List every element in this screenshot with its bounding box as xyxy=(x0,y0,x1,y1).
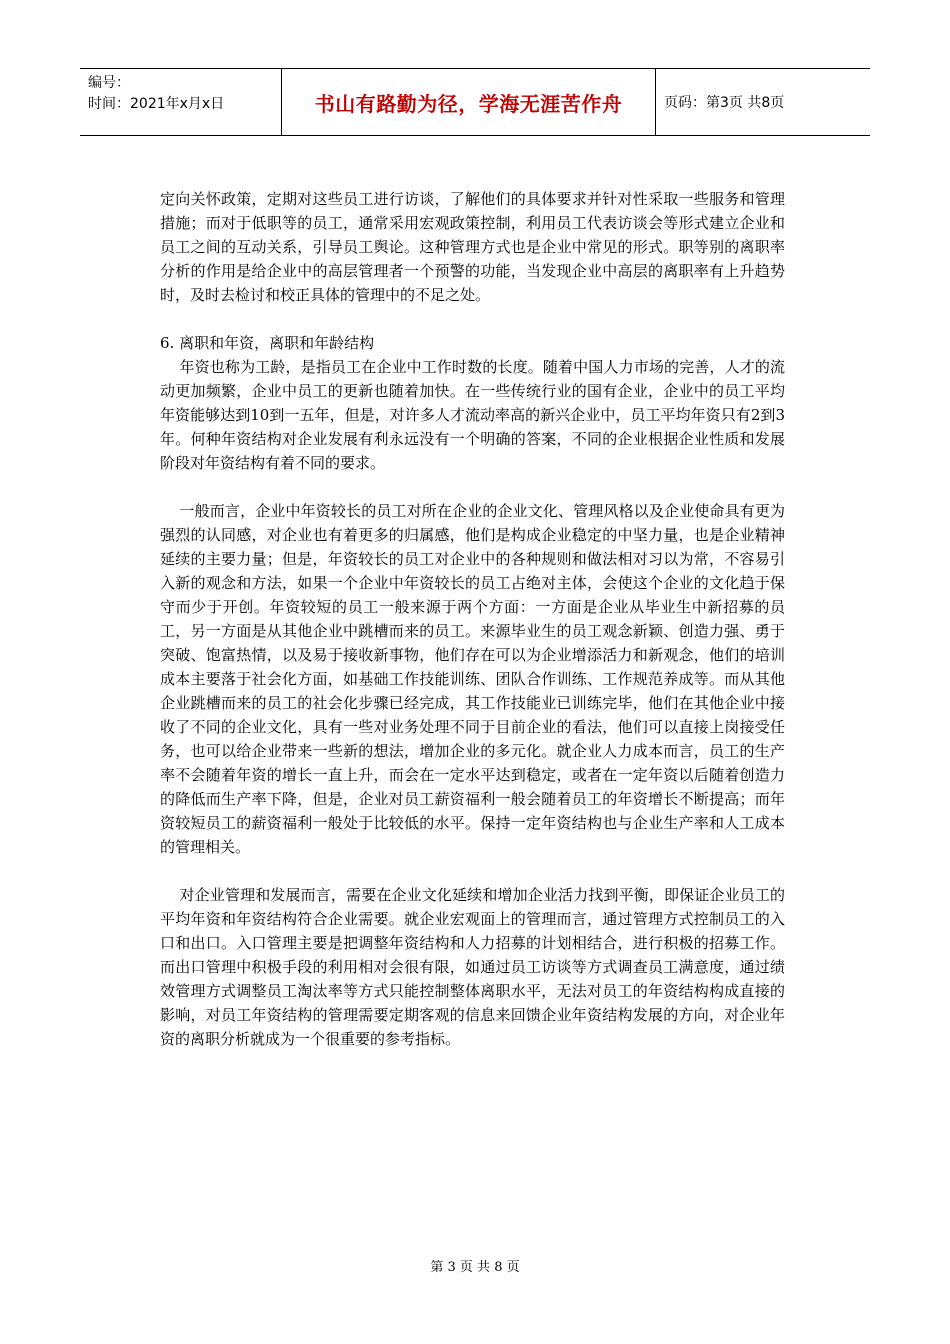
paragraph-2: 年资也称为工龄，是指员工在企业中工作时数的长度。随着中国人力市场的完善，人才的流动更加频繁，企业中员工的更新也随着加快。在一些传统行业的国有企业，企业中的员工平均年资能够达到10到一五年，但是，对许多人才流动率高的新兴企业中，员工平均年资只有2到3年。何种年资结构对企业发展有利永远没有一个明确的答案，不同的企业根据企业性质和发展阶段对年资结构有着不同的要求。 xyxy=(160,358,785,472)
header-page-number: 页码：第3页 共8页 xyxy=(664,95,785,111)
page-header xyxy=(80,68,870,136)
page-footer: 第 3 页 共 8 页 xyxy=(430,1260,520,1275)
section-heading-6: 6. 离职和年资，离职和年龄结构 xyxy=(160,334,375,352)
document-body xyxy=(160,187,785,1051)
document-time: 时间：2021年x月x日 xyxy=(88,96,225,112)
header-motto: 书山有路勤为径，学海无涯苦作舟 xyxy=(282,69,656,135)
header-meta xyxy=(80,69,282,135)
paragraph-3: 一般而言，企业中年资较长的员工对所在企业的企业文化、管理风格以及企业使命具有更为强烈的认同感，对企业也有着更多的归属感，他们是构成企业稳定的中坚力量，也是企业精神延续的主要力量；但是，年资较长的员工对企业中的各种规则和做法相对习以为常，不容易引入新的观念和方法，如果一个企业中年资较长的员工占绝对主体，会使这个企业的文化趋于保守而少于开创。年资较短的员工一般来源于两个方面：一方面是企业从毕业生中新招募的员工，另一方面是从其他企业中跳槽而来的员工。来源毕业生的员工观念新颖、创造力强、勇于突破、饱富热情，以及易于接收新事物，他们存在可以为企业增添活力和新观念，他们的培训成本主要落于社会化方面，如基础工作技能训练、团队合作训练、工作规范养成等。而从其他企业跳槽而来的员工的社会化步骤已经完成，其工作技能业已训练完毕，他们在其他企业中接收了不同的企业文化，具有一些对业务处理不同于目前企业的看法，他们可以直接上岗接受任务，也可以给企业带来一些新的想法，增加企业的多元化。就企业人力成本而言，员工的生产率不会随着年资的增长一直上升，而会在一定水平达到稳定，或者在一定年资以后随着创造力的降低而生产率下降，但是，企业对员工薪资福利一般会随着员工的年资增长不断提高；而年资较短员工的薪资福利一般处于比较低的水平。保持一定年资结构也与企业生产率和人工成本的管理相关。 xyxy=(160,502,785,856)
paragraph-4: 对企业管理和发展而言，需要在企业文化延续和增加企业活力找到平衡，即保证企业员工的平均年资和年资结构符合企业需要。就企业宏观面上的管理而言，通过管理方式控制员工的入口和出口。入口管理主要是把调整年资结构和人力招募的计划相结合，进行积极的招募工作。而出口管理中积极手段的利用相对会很有限，如通过员工访谈等方式调查员工满意度，通过绩效管理方式调整员工淘汰率等方式只能控制整体离职水平，无法对员工的年资结构构成直接的影响，对员工年资结构的管理需要定期客观的信息来回馈企业年资结构发展的方向，对企业年资的离职分析就成为一个很重要的参考指标。 xyxy=(160,886,785,1048)
document-number: 编号： xyxy=(88,75,130,91)
paragraph-1: 定向关怀政策，定期对这些员工进行访谈，了解他们的具体要求并针对性采取一些服务和管理措施；而对于低职等的员工，通常采用宏观政策控制，利用员工代表访谈会等形式建立企业和员工之间的互动关系，引导员工舆论。这种管理方式也是企业中常见的形式。职等别的离职率分析的作用是给企业中的高层管理者一个预警的功能，当发现企业中高层的离职率有上升趋势时，及时去检讨和校正具体的管理中的不足之处。 xyxy=(160,190,785,304)
